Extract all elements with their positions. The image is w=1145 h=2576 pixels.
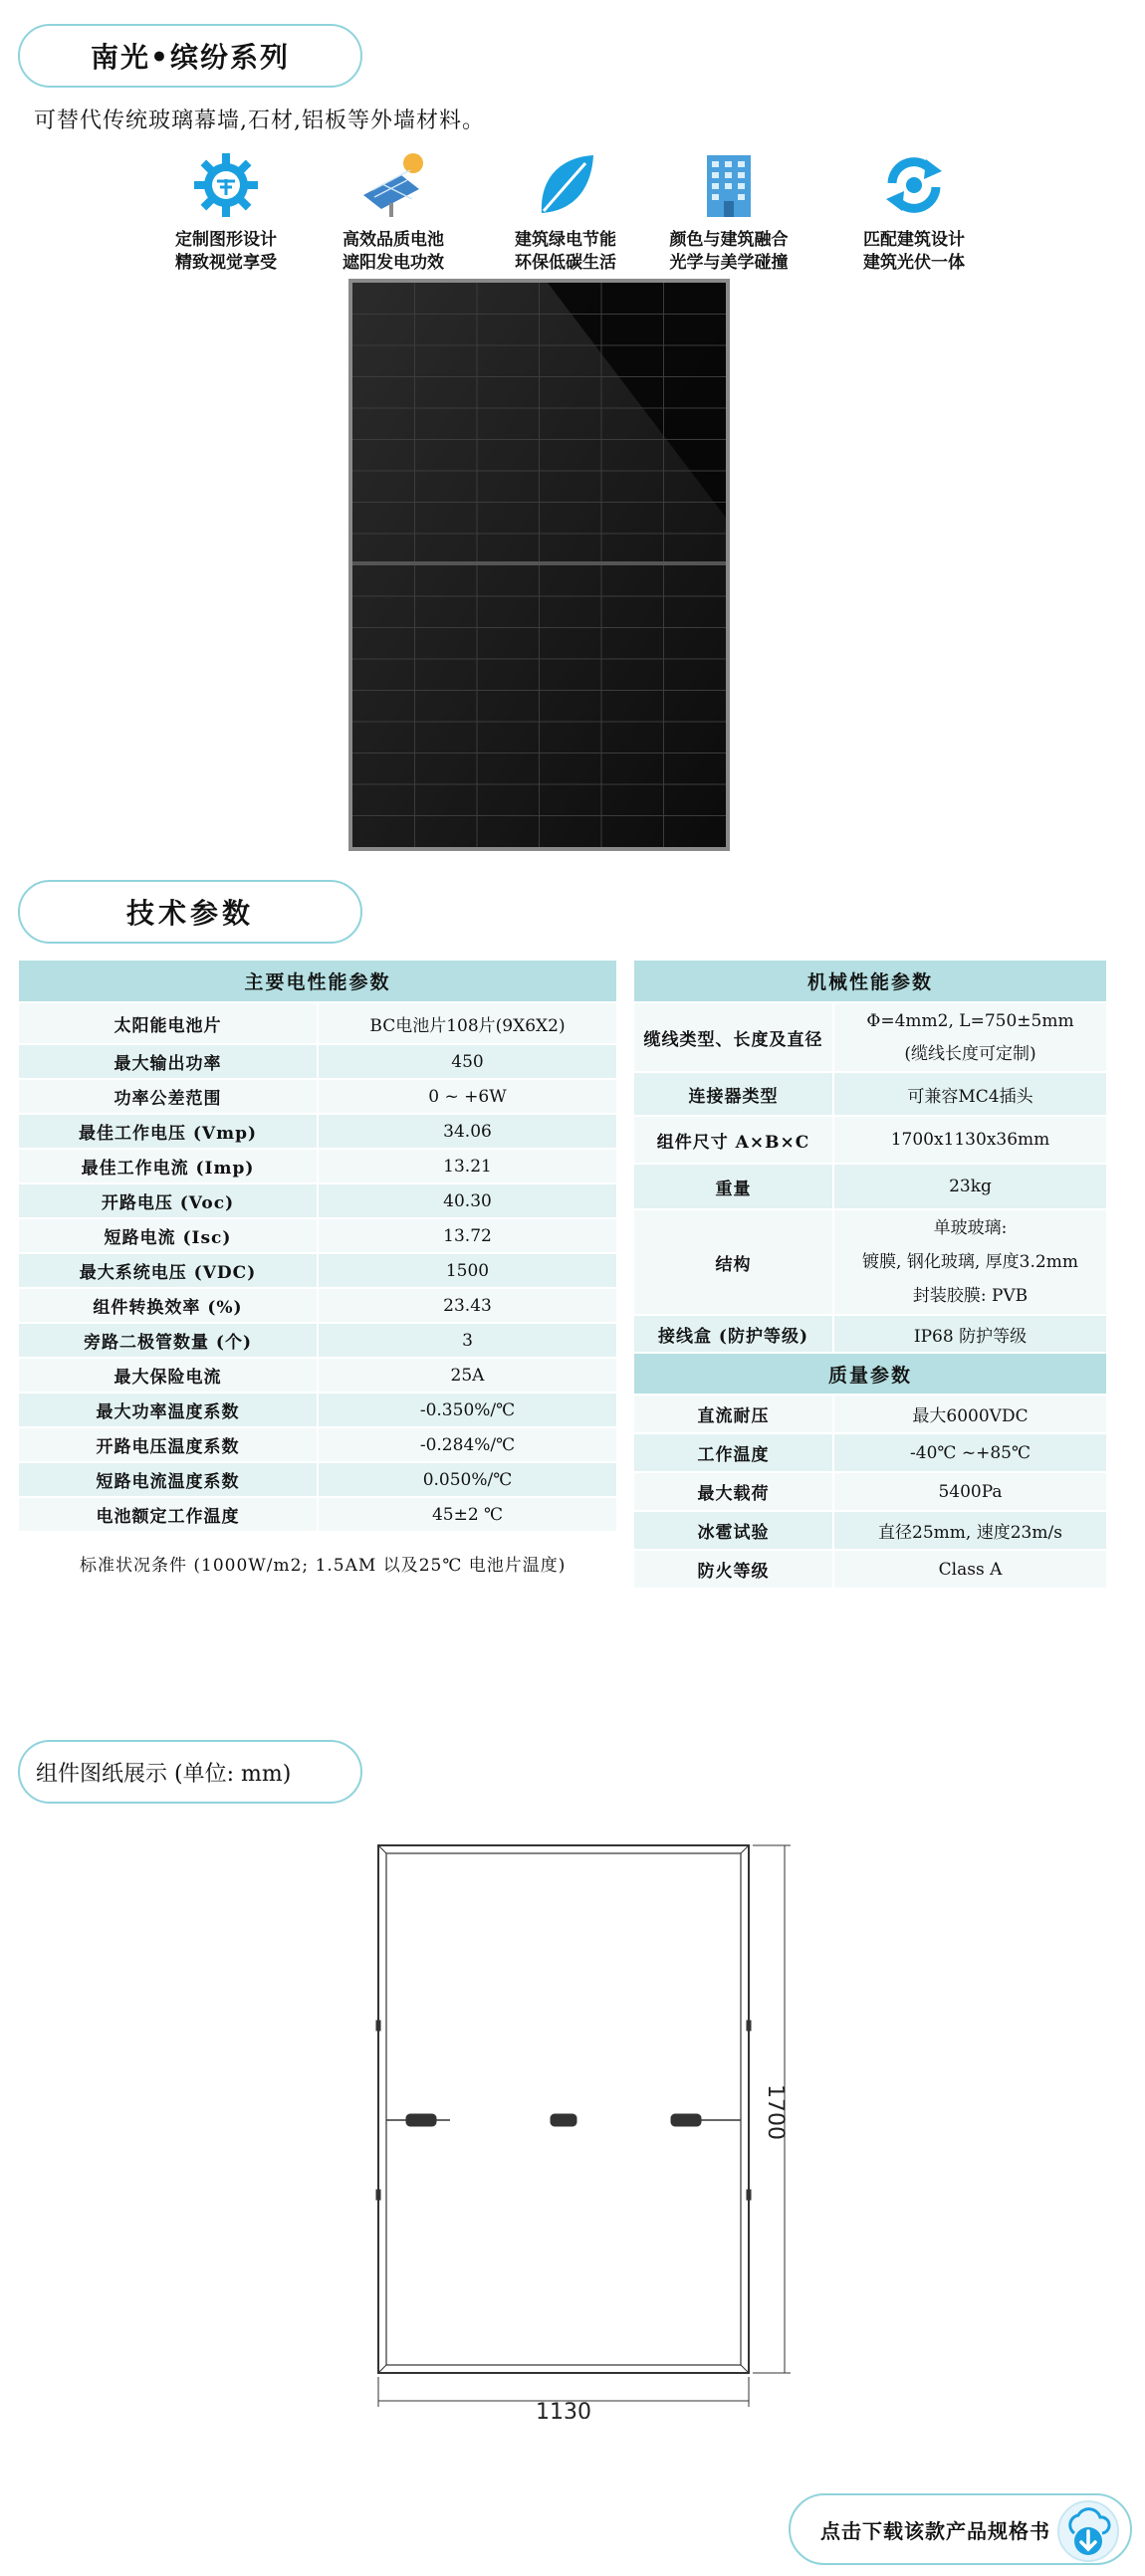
param-value: 34.06 — [318, 1114, 616, 1149]
feature-item — [644, 149, 813, 275]
param-value: 0 ~ +6W — [318, 1079, 616, 1114]
param-value: 3 — [318, 1323, 616, 1358]
electrical-table — [19, 961, 616, 1533]
param-value: 1700x1130x36mm — [833, 1116, 1106, 1164]
mechanical-table — [634, 961, 1106, 1590]
param-value: BC电池片108片(9X6X2) — [318, 1002, 616, 1044]
param-value: 最大6000VDC — [833, 1395, 1106, 1433]
feature-item — [141, 149, 311, 275]
param-name: 连接器类型 — [634, 1072, 833, 1116]
table-row — [19, 1079, 616, 1114]
table-row — [19, 1427, 616, 1462]
feature-line1: 高效品质电池 — [343, 230, 444, 250]
param-name: 直流耐压 — [634, 1395, 833, 1433]
table-row — [19, 1288, 616, 1323]
feature-line2: 精致视觉享受 — [175, 253, 277, 273]
feature-item — [829, 149, 999, 275]
feature-line2: 遮阳发电功效 — [343, 253, 444, 273]
param-value: 直径25mm, 速度23m/s — [833, 1511, 1106, 1550]
gear-shield-icon — [190, 149, 262, 221]
param-value: 45±2 ℃ — [318, 1497, 616, 1532]
param-name: 最大保险电流 — [19, 1358, 318, 1393]
param-value: -0.350%/℃ — [318, 1393, 616, 1427]
param-name: 重量 — [634, 1164, 833, 1209]
feature-line2: 环保低碳生活 — [515, 253, 616, 273]
param-value: -40℃ ~+85℃ — [833, 1433, 1106, 1472]
module-drawing — [358, 1831, 816, 2419]
param-name: 太阳能电池片 — [19, 1002, 318, 1044]
param-value — [833, 1002, 1106, 1072]
table-row — [634, 1072, 1106, 1116]
download-spec-label[interactable]: 点击下载该款产品规格书 — [820, 2518, 1050, 2543]
param-name: 最大载荷 — [634, 1472, 833, 1511]
feature-item — [481, 149, 650, 275]
param-value: Class A — [833, 1550, 1106, 1589]
table-row — [634, 1164, 1106, 1209]
quality-table-title: 质量参数 — [634, 1353, 1106, 1395]
table-row — [634, 1116, 1106, 1164]
table-row — [634, 1472, 1106, 1511]
feature-list — [149, 149, 1045, 279]
table-row — [19, 1497, 616, 1532]
download-cloud-icon[interactable] — [1056, 2499, 1120, 2563]
table-row — [19, 1358, 616, 1393]
param-name: 防火等级 — [634, 1550, 833, 1589]
building-icon — [693, 149, 765, 221]
param-value-line: 单玻玻璃: — [933, 1218, 1008, 1238]
feature-line2: 光学与美学碰撞 — [669, 253, 789, 273]
param-value: -0.284%/℃ — [318, 1427, 616, 1462]
table-row — [634, 1315, 1106, 1353]
table-row — [19, 1044, 616, 1079]
feature-line1: 定制图形设计 — [175, 230, 277, 250]
param-value-line: (缆线长度可定制) — [904, 1043, 1036, 1064]
param-value: 25A — [318, 1358, 616, 1393]
param-name: 功率公差范围 — [19, 1079, 318, 1114]
param-name: 工作温度 — [634, 1433, 833, 1472]
param-value: 40.30 — [318, 1183, 616, 1218]
param-name: 缆线类型、长度及直径 — [634, 1002, 833, 1072]
table-row — [19, 1183, 616, 1218]
param-value-line: 封装胶膜: PVB — [912, 1286, 1029, 1306]
param-value-line: Φ=4mm2, L=750±5mm — [866, 1010, 1074, 1031]
param-value: 13.21 — [318, 1149, 616, 1183]
intro-text: 可替代传统玻璃幕墙,石材,铝板等外墙材料。 — [34, 108, 485, 133]
drawing-title-pill — [18, 1740, 362, 1804]
drawing-height-label: 1700 — [763, 2084, 788, 2140]
table-row — [634, 1511, 1106, 1550]
feature-line1: 颜色与建筑融合 — [669, 230, 789, 250]
table-row — [19, 1462, 616, 1497]
table-row — [634, 1002, 1106, 1072]
param-name: 组件尺寸 A×B×C — [634, 1116, 833, 1164]
param-value: 23kg — [833, 1164, 1106, 1209]
table-row — [19, 1323, 616, 1358]
table-row — [19, 1149, 616, 1183]
table-row — [19, 1002, 616, 1044]
param-value: 1500 — [318, 1253, 616, 1288]
series-title: 南光•缤纷系列 — [91, 41, 290, 74]
recycle-arrows-icon — [878, 149, 950, 221]
table-row — [19, 1114, 616, 1149]
drawing-title: 组件图纸展示 (单位: mm) — [36, 1761, 292, 1787]
param-value: 23.43 — [318, 1288, 616, 1323]
param-value: 可兼容MC4插头 — [833, 1072, 1106, 1116]
drawing-outer-frame — [378, 1845, 749, 2373]
param-name: 接线盒 (防护等级) — [634, 1315, 833, 1353]
quality-header-row — [634, 1353, 1106, 1395]
feature-line2: 建筑光伏一体 — [863, 253, 965, 273]
param-name: 最大系统电压 (VDC) — [19, 1253, 318, 1288]
table-row — [19, 1253, 616, 1288]
table-row — [634, 1395, 1106, 1433]
param-name: 组件转换效率 (%) — [19, 1288, 318, 1323]
param-value: 0.050%/℃ — [318, 1462, 616, 1497]
param-name: 旁路二极管数量 (个) — [19, 1323, 318, 1358]
electrical-table-title: 主要电性能参数 — [19, 961, 616, 1002]
solar-panel-image — [348, 279, 730, 851]
download-spec-button[interactable] — [789, 2493, 1132, 2565]
param-value: 5400Pa — [833, 1472, 1106, 1511]
param-value — [833, 1209, 1106, 1315]
param-value: IP68 防护等级 — [833, 1315, 1106, 1353]
param-name: 开路电压温度系数 — [19, 1427, 318, 1462]
standard-conditions-note: 标准状况条件 (1000W/m2; 1.5AM 以及25℃ 电池片温度) — [80, 1556, 567, 1576]
param-name: 结构 — [634, 1209, 833, 1315]
table-row — [634, 1433, 1106, 1472]
param-value: 13.72 — [318, 1218, 616, 1253]
leaf-icon — [530, 149, 601, 221]
series-title-pill — [18, 24, 362, 88]
table-row — [634, 1209, 1106, 1315]
param-name: 最大输出功率 — [19, 1044, 318, 1079]
tech-params-pill — [18, 880, 362, 944]
param-name: 最佳工作电流 (Imp) — [19, 1149, 318, 1183]
table-row — [19, 1218, 616, 1253]
param-name: 最佳工作电压 (Vmp) — [19, 1114, 318, 1149]
param-value: 450 — [318, 1044, 616, 1079]
mechanical-table-title: 机械性能参数 — [634, 961, 1106, 1002]
drawing-inner-frame — [386, 1853, 741, 2365]
drawing-width-label: 1130 — [536, 2400, 591, 2419]
table-row — [19, 1393, 616, 1427]
param-name: 开路电压 (Voc) — [19, 1183, 318, 1218]
param-name: 最大功率温度系数 — [19, 1393, 318, 1427]
feature-line1: 建筑绿电节能 — [515, 230, 616, 250]
solar-panel-sun-icon — [357, 149, 429, 221]
param-value-line: 镀膜, 钢化玻璃, 厚度3.2mm — [862, 1252, 1078, 1272]
table-row — [634, 1550, 1106, 1589]
param-name: 短路电流 (Isc) — [19, 1218, 318, 1253]
feature-line1: 匹配建筑设计 — [863, 230, 965, 250]
tech-params-title: 技术参数 — [125, 897, 254, 930]
param-name: 电池额定工作温度 — [19, 1497, 318, 1532]
feature-item — [309, 149, 478, 275]
param-name: 冰雹试验 — [634, 1511, 833, 1550]
param-name: 短路电流温度系数 — [19, 1462, 318, 1497]
